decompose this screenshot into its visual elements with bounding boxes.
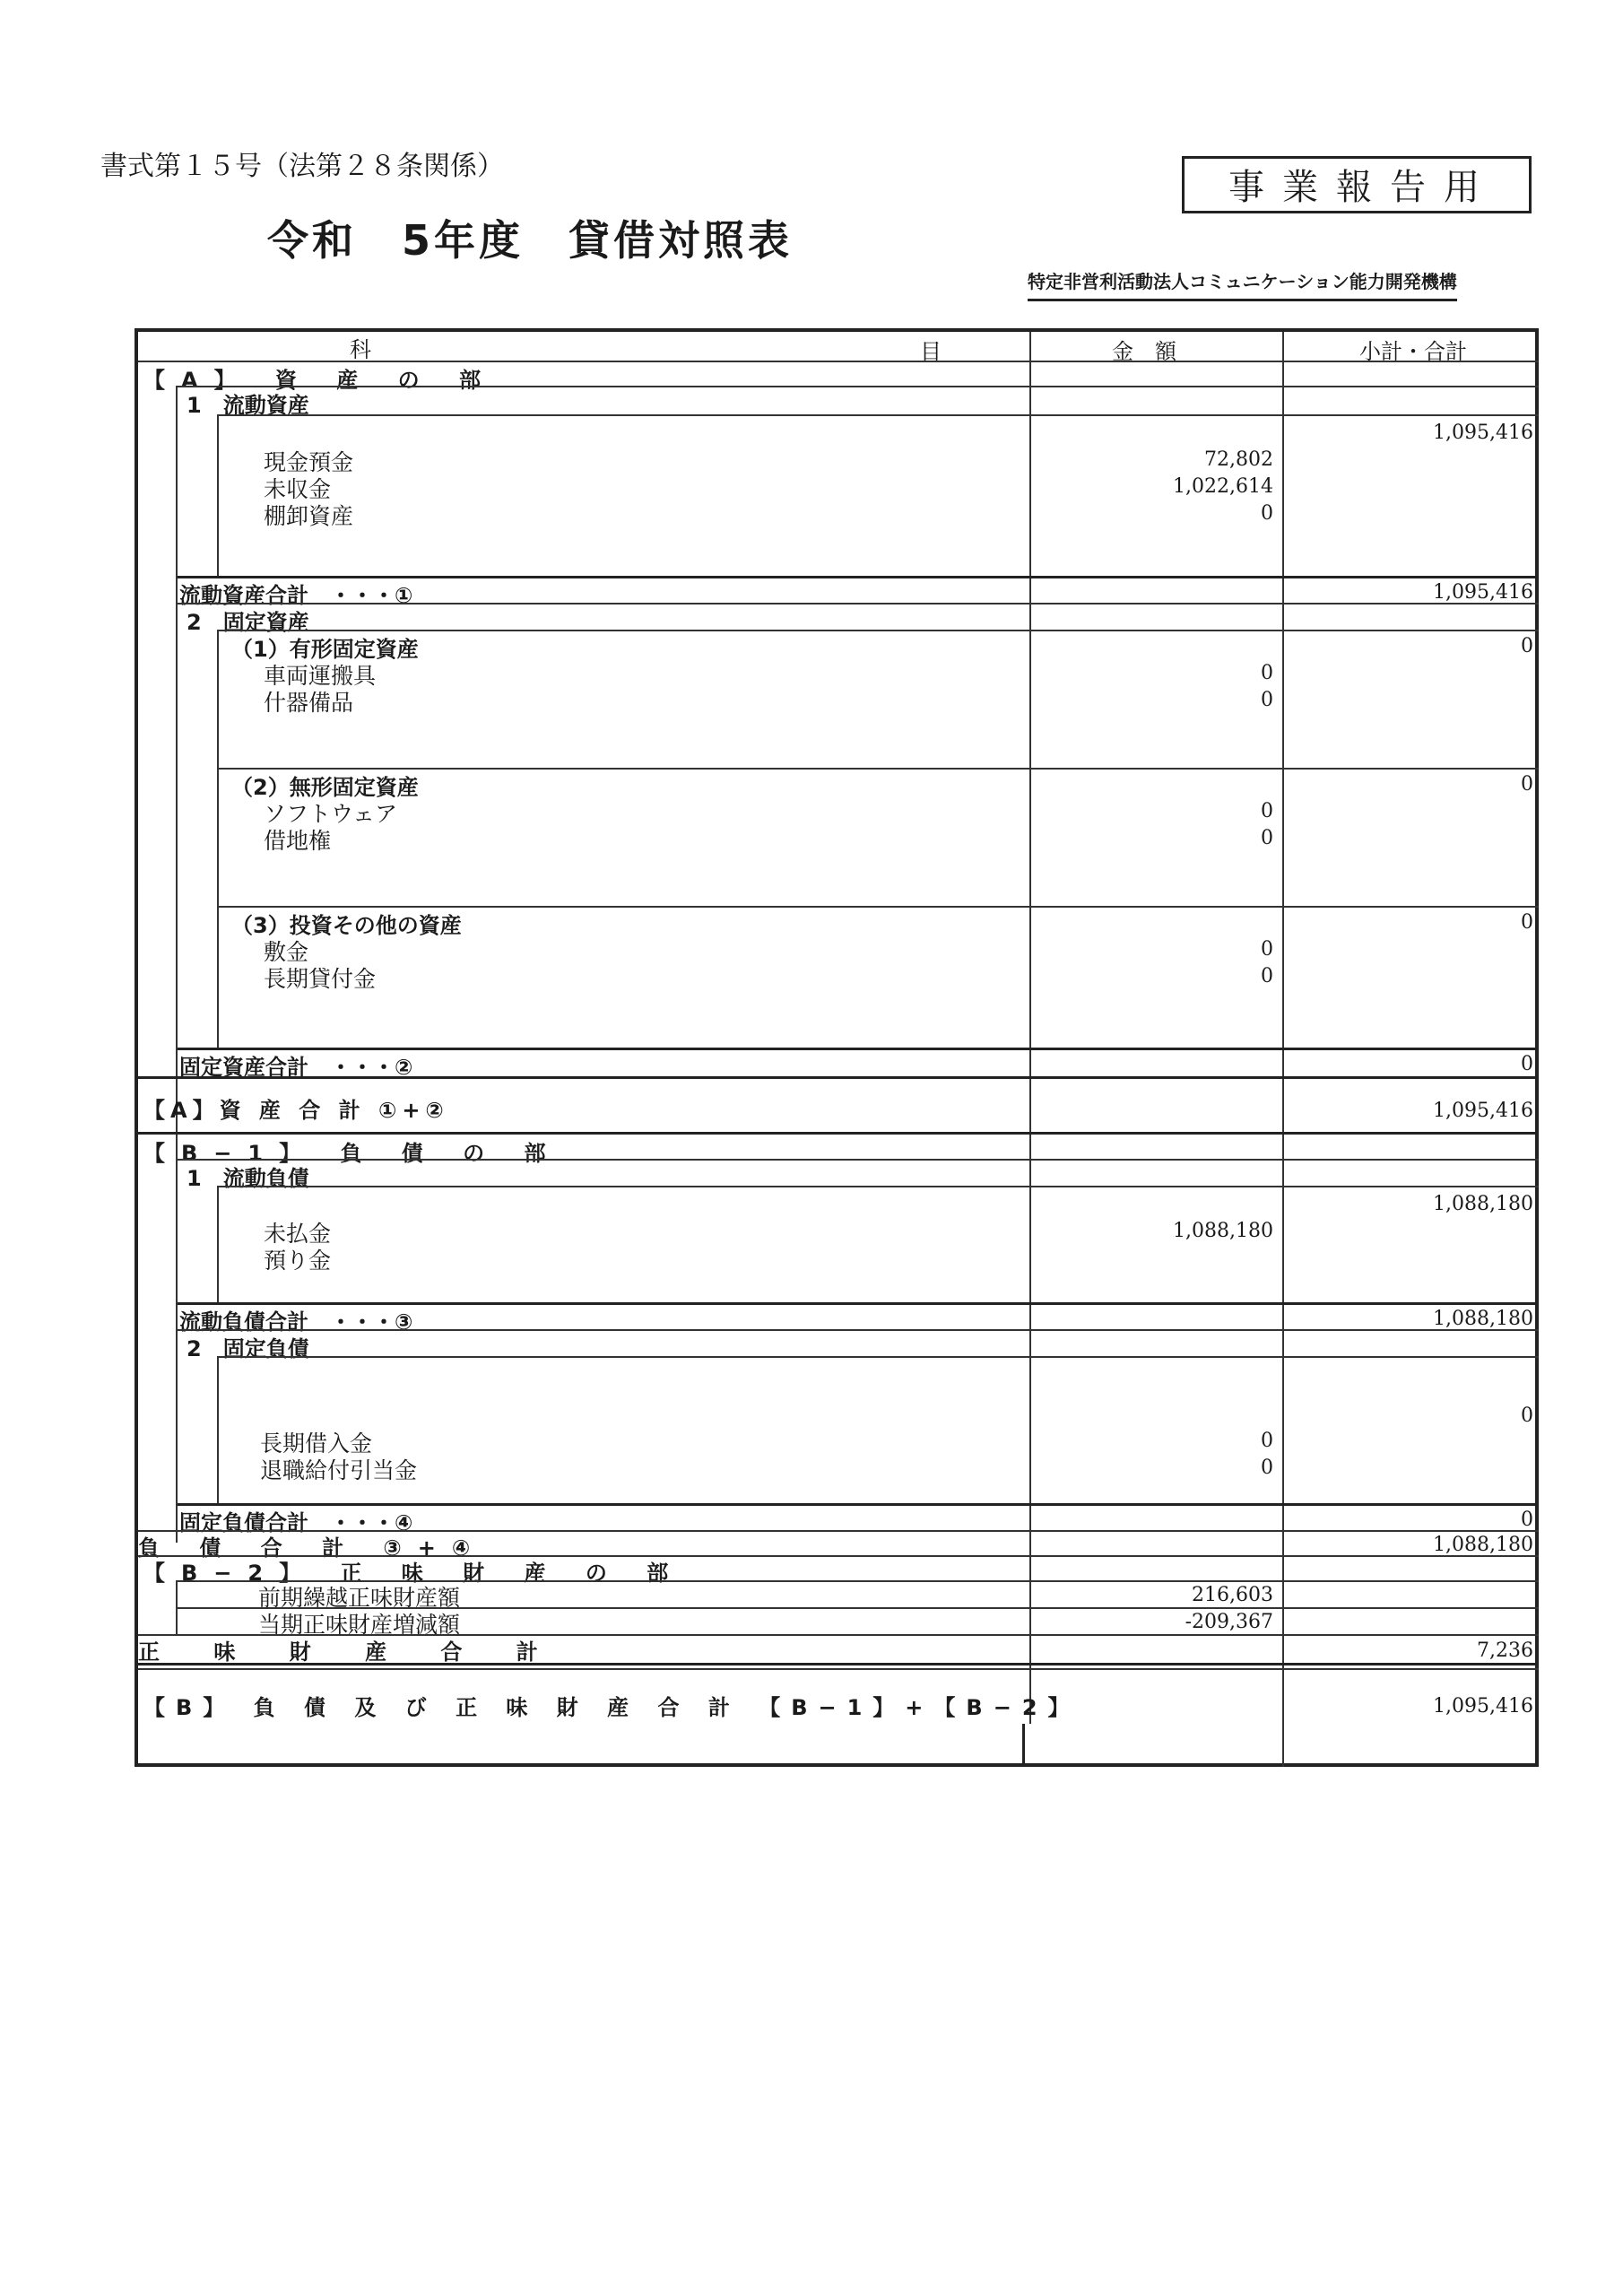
item-amount: -209,367 [1185, 1611, 1273, 1633]
item-amount: 216,603 [1192, 1584, 1273, 1606]
assets-grand-total: 1,095,416 [1433, 1100, 1533, 1122]
item-name: 什器備品 [264, 690, 354, 716]
indent-line-2 [217, 414, 219, 576]
assets-heading: 【A】 資 産 の 部 [143, 368, 497, 393]
column-amount: 金 額 [1112, 339, 1176, 364]
final-row-divider [1022, 1724, 1025, 1767]
indent-line-2 [217, 630, 219, 1048]
liabilities-heading: 【B−1】 負 債 の 部 [143, 1141, 562, 1166]
investments-heading: （3）投資その他の資産 [231, 913, 462, 938]
indent-line-1 [176, 386, 178, 1543]
item-name: 長期貸付金 [264, 966, 377, 992]
item-name: 現金預金 [264, 449, 354, 475]
row-rule [219, 414, 1539, 416]
tangible-assets-subtotal: 0 [1521, 635, 1533, 657]
column-subtotal: 小計・合計 [1359, 339, 1467, 364]
item-name: 未収金 [264, 476, 332, 502]
item-amount: 1,088,180 [1173, 1220, 1273, 1242]
current-liabilities-subtotal: 1,088,180 [1433, 1193, 1533, 1215]
organization-name: 特定非営利活動法人コミュニケーション能力開発機構 [1028, 267, 1457, 301]
row-rule [178, 1159, 1539, 1161]
item-amount: 72,802 [1204, 448, 1273, 471]
item-amount: 0 [1261, 689, 1273, 711]
item-name: 敷金 [264, 939, 309, 965]
amount-column-divider [1029, 332, 1031, 1724]
item-amount: 0 [1261, 800, 1273, 822]
tangible-assets-heading: （1）有形固定資産 [231, 637, 419, 662]
row-rule [178, 1329, 1539, 1331]
fixed-assets-total-label: 固定資産合計 ・・・② [179, 1055, 413, 1080]
current-liabilities-total: 1,088,180 [1433, 1308, 1533, 1330]
current-assets-heading: 1 流動資産 [187, 393, 309, 418]
item-name: 預り金 [264, 1248, 332, 1274]
row-rule [219, 1356, 1539, 1358]
fixed-liabilities-total: 0 [1521, 1509, 1533, 1531]
item-amount: 0 [1261, 938, 1273, 961]
assets-grand-total-label: 【A】資 産 合 計 ①+② [143, 1098, 449, 1123]
report-stamp: 事業報告用 [1182, 156, 1532, 213]
indent-line-2 [217, 1356, 219, 1503]
item-name: 当期正味財産増減額 [258, 1612, 461, 1638]
intangible-assets-heading: （2）無形固定資産 [231, 775, 419, 800]
fixed-liabilities-subtotal: 0 [1521, 1405, 1533, 1427]
indent-line-2 [217, 1186, 219, 1302]
item-amount: 0 [1261, 1457, 1273, 1479]
row-rule [138, 1132, 1539, 1135]
current-liabilities-total-label: 流動負債合計 ・・・③ [179, 1309, 413, 1335]
row-rule [178, 386, 1539, 387]
liabilities-total: 1,088,180 [1433, 1534, 1533, 1556]
item-name: 長期借入金 [260, 1431, 373, 1457]
fixed-liabilities-total-label: 固定負債合計 ・・・④ [179, 1510, 413, 1535]
page-title: 令和 5年度 貸借対照表 [267, 216, 794, 265]
item-amount: 0 [1261, 502, 1273, 525]
row-rule [138, 1668, 1539, 1670]
fixed-assets-total: 0 [1521, 1053, 1533, 1075]
item-amount: 0 [1261, 1430, 1273, 1452]
final-total-label: 【B】 負 債 及 び 正 味 財 産 合 計 【B−1】+【B−2】 [143, 1695, 1081, 1720]
item-name: 未払金 [264, 1221, 332, 1247]
row-rule [138, 1076, 1539, 1079]
net-assets-total: 7,236 [1477, 1639, 1533, 1662]
row-rule [219, 1186, 1539, 1187]
item-name: 退職給付引当金 [260, 1457, 418, 1483]
item-amount: 0 [1261, 662, 1273, 684]
intangible-assets-subtotal: 0 [1521, 773, 1533, 796]
column-subject-right: 目 [920, 339, 942, 364]
item-amount: 0 [1261, 827, 1273, 849]
item-name: 借地権 [264, 828, 332, 854]
net-assets-total-label: 正 味 財 産 合 計 [138, 1639, 561, 1665]
current-assets-total: 1,095,416 [1433, 581, 1533, 604]
row-rule [178, 603, 1539, 604]
item-name: 前期繰越正味財産額 [258, 1585, 461, 1611]
form-number: 書式第１５号（法第２８条関係） [100, 151, 504, 182]
fixed-liabilities-heading: 2 固定負債 [187, 1336, 309, 1361]
net-assets-heading: 【B−2】 正 味 財 産 の 部 [143, 1561, 685, 1586]
current-assets-subtotal: 1,095,416 [1433, 422, 1533, 444]
investments-subtotal: 0 [1521, 911, 1533, 934]
liabilities-total-label: 負 債 合 計 ③+④ [138, 1535, 487, 1561]
item-name: 棚卸資産 [264, 503, 354, 529]
item-amount: 0 [1261, 965, 1273, 987]
item-name: 車両運搬具 [264, 663, 377, 689]
column-subject-left: 科 [350, 337, 371, 362]
final-total: 1,095,416 [1433, 1695, 1533, 1718]
item-amount: 1,022,614 [1173, 475, 1273, 498]
balance-sheet-table [135, 328, 1539, 1767]
row-rule [138, 1663, 1539, 1665]
current-liabilities-heading: 1 流動負債 [187, 1166, 309, 1191]
item-name: ソフトウェア [264, 801, 398, 827]
fixed-assets-heading: 2 固定資産 [187, 610, 309, 635]
current-assets-total-label: 流動資産合計 ・・・① [179, 583, 413, 608]
